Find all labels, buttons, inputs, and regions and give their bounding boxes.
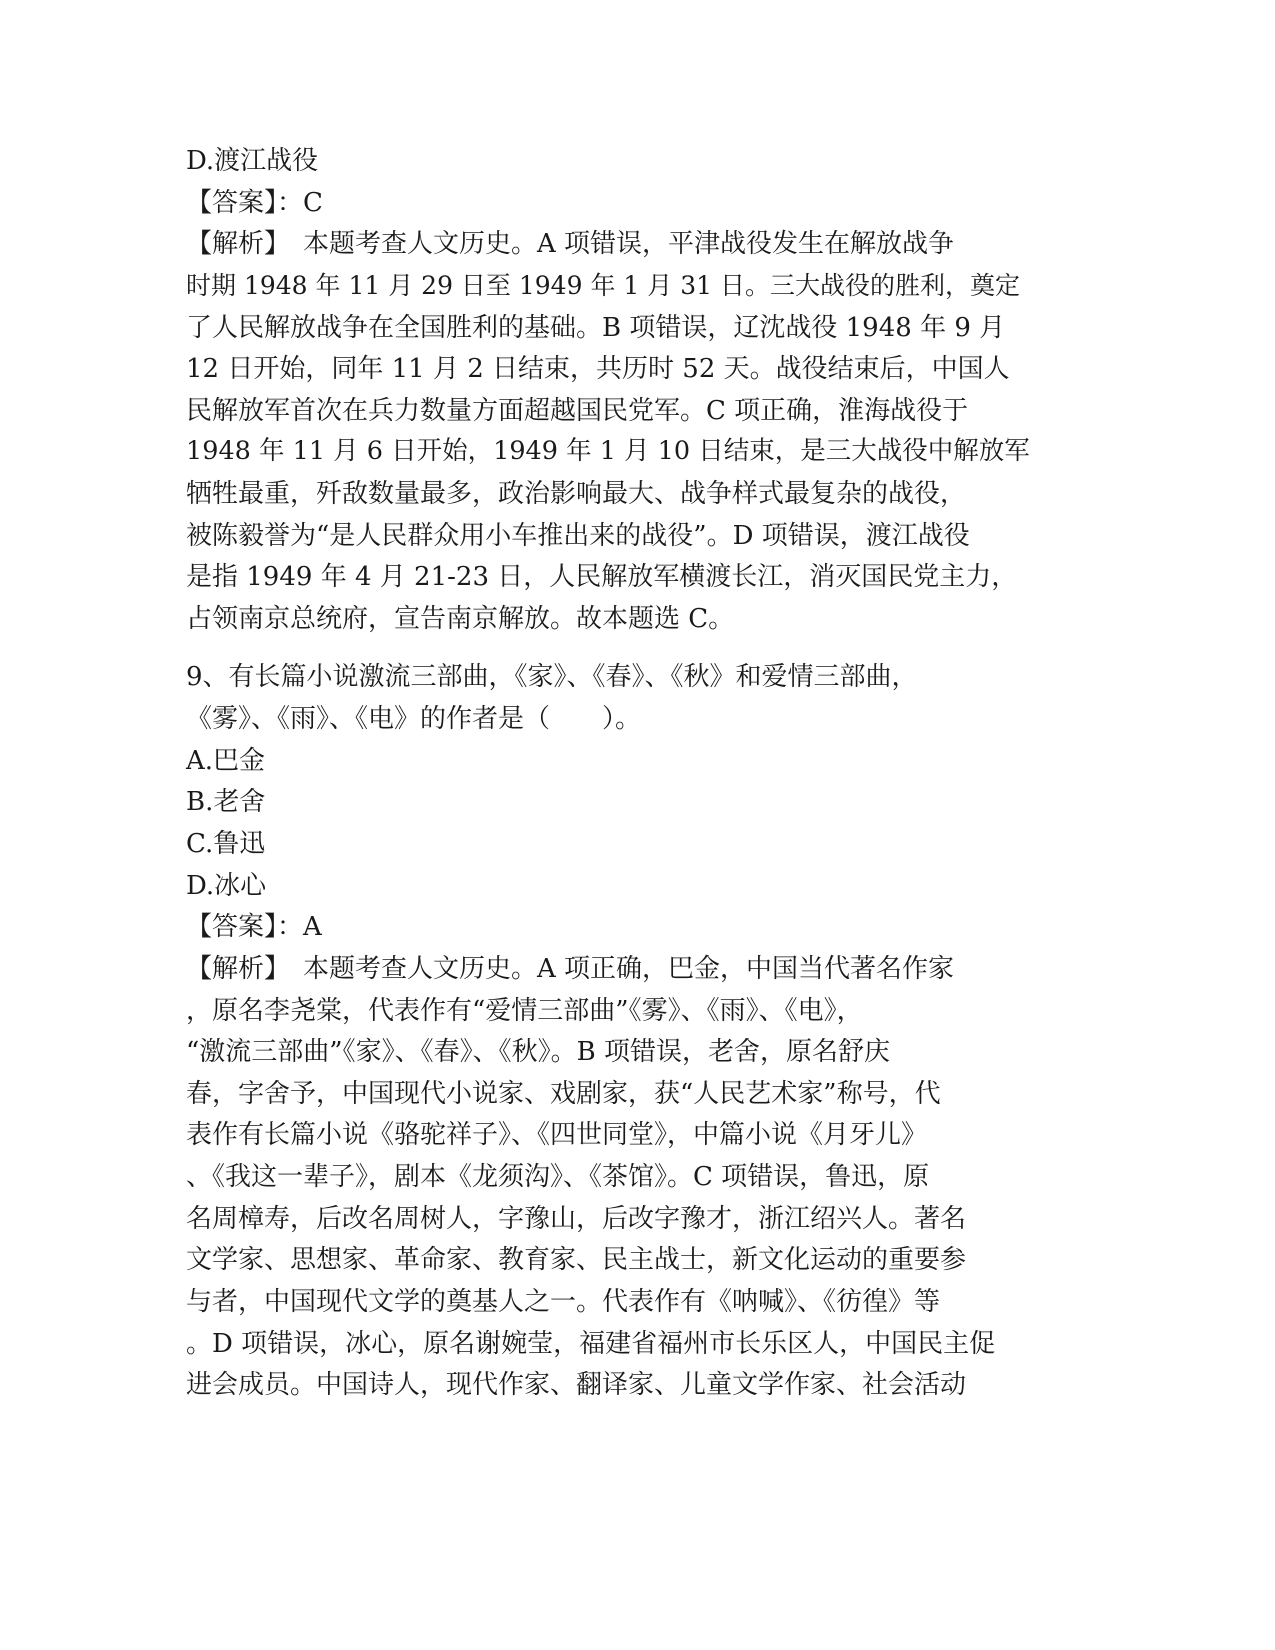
answer-line: 【答案】：C: [186, 188, 323, 218]
answer-line: 【答案】：A: [186, 912, 322, 942]
analysis-line: 文学家、思想家、革命家、教育家、民主战士，新文化运动的重要参: [186, 1245, 967, 1275]
analysis-line: 【解析】 本题考查人文历史。A 项错误，平津战役发生在解放战争: [186, 229, 955, 259]
analysis-line: 1948 年 11 月 6 日开始，1949 年 1 月 10 日结束，是三大战役中解放军: [186, 436, 1030, 466]
analysis-line: 12 日开始，同年 11 月 2 日结束，共历时 52 天。战役结束后，中国人: [186, 354, 1010, 384]
analysis-line: ，原名李尧棠，代表作有“爱情三部曲”《雾》、《雨》、《电》，: [186, 996, 863, 1026]
analysis-line: 名周樟寿，后改名周树人，字豫山，后改字豫才，浙江绍兴人。著名: [186, 1204, 967, 1234]
option-b-line: B.老舍: [186, 787, 266, 817]
analysis-line: 。D 项错误，冰心，原名谢婉莹，福建省福州市长乐区人，中国民主促: [186, 1329, 996, 1359]
analysis-line: 进会成员。中国诗人，现代作家、翻译家、儿童文学作家、社会活动: [186, 1370, 967, 1400]
analysis-line: 表作有长篇小说《骆驼祥子》、《四世同堂》，中篇小说《月牙儿》: [186, 1120, 928, 1150]
option-d-line: D.冰心: [186, 871, 267, 901]
analysis-line: 民解放军首次在兵力数量方面超越国民党军。C 项正确，淮海战役于: [186, 396, 969, 426]
analysis-line: 了人民解放战争在全国胜利的基础。B 项错误，辽沈战役 1948 年 9 月: [186, 313, 1006, 343]
analysis-line: 【解析】 本题考查人文历史。A 项正确，巴金，中国当代著名作家: [186, 954, 955, 984]
question-line: 《雾》、《雨》、《电》的作者是（ ）。: [186, 704, 642, 734]
option-c-line: C.鲁迅: [186, 829, 266, 859]
analysis-line: 、《我这一辈子》，剧本《龙须沟》、《茶馆》。C 项错误，鲁迅，原: [186, 1162, 930, 1192]
analysis-line: 与者，中国现代文学的奠基人之一。代表作有《呐喊》、《彷徨》等: [186, 1287, 941, 1317]
option-d-line: D.渡江战役: [186, 146, 319, 176]
analysis-line: “激流三部曲”《家》、《春》、《秋》。B 项错误，老舍，原名舒庆: [186, 1037, 890, 1067]
analysis-line: 占领南京总统府，宣告南京解放。故本题选 C。: [186, 604, 735, 634]
question-line: 9、有长篇小说激流三部曲，《家》、《春》、《秋》和爱情三部曲，: [186, 662, 918, 692]
analysis-line: 牺牲最重，歼敌数量最多，政治影响最大、战争样式最复杂的战役，: [186, 479, 967, 509]
option-a-line: A.巴金: [186, 746, 266, 776]
analysis-line: 是指 1949 年 4 月 21-23 日，人民解放军横渡长江，消灭国民党主力，: [186, 562, 1018, 592]
analysis-line: 被陈毅誉为“是人民群众用小车推出来的战役”。D 项错误，渡江战役: [186, 521, 970, 551]
analysis-line: 春，字舍予，中国现代小说家、戏剧家，获“人民艺术家”称号，代: [186, 1079, 941, 1109]
analysis-line: 时期 1948 年 11 月 29 日至 1949 年 1 月 31 日。三大战役的胜利，奠定: [186, 271, 1020, 300]
